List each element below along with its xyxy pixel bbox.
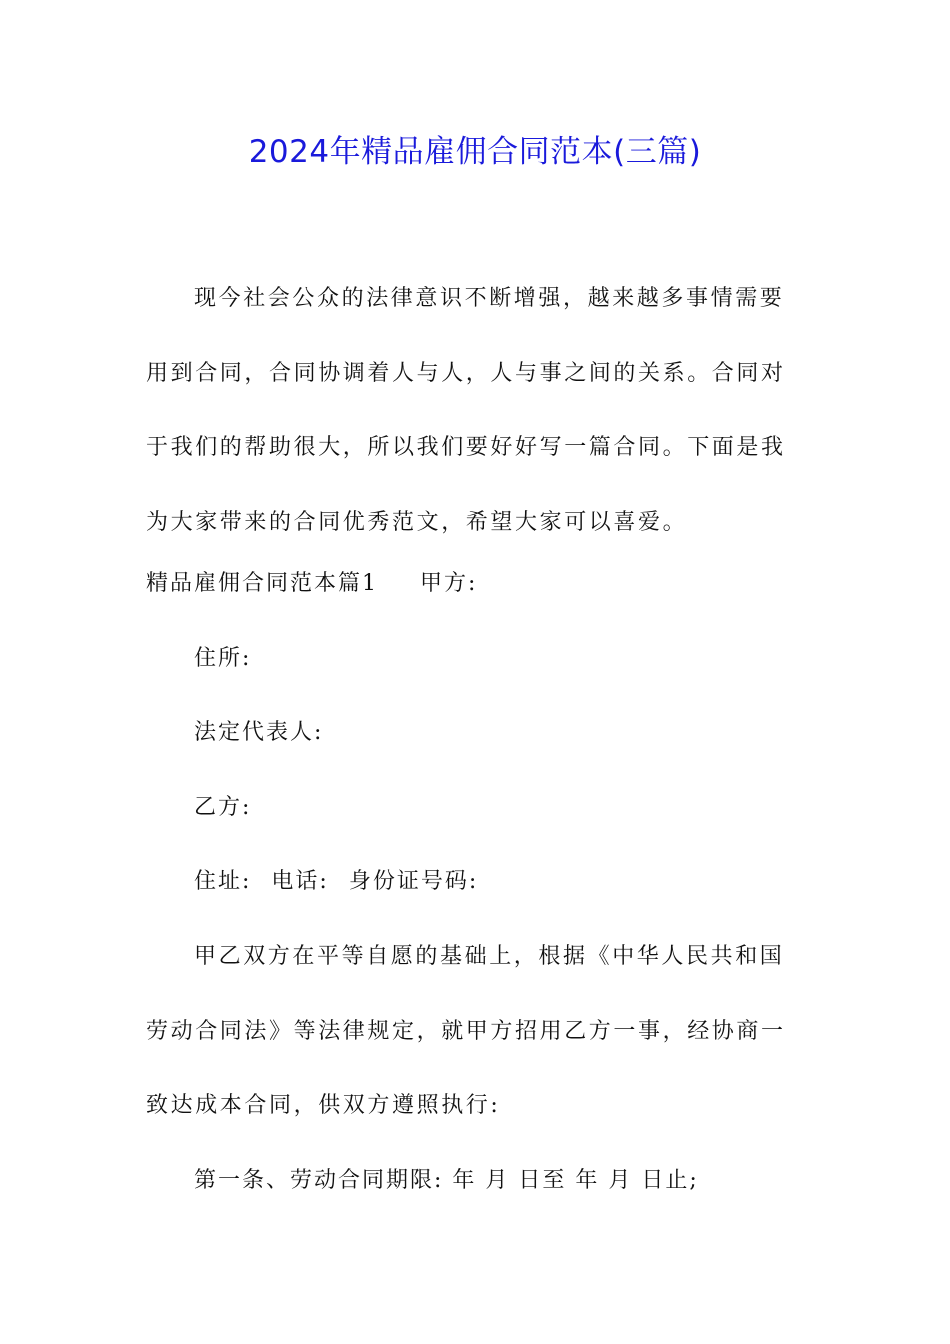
contract-preamble: 甲乙双方在平等自愿的基础上，根据《中华人民共和国劳动合同法》等法律规定，就甲方招用乙方一事，经协商一致达成本合同，供双方遵照执行: xyxy=(146,944,786,1118)
party-b-label: 乙方: xyxy=(194,795,252,820)
intro-paragraph: 现今社会公众的法律意识不断增强，越来越多事情需要用到合同，合同协调着人与人，人与事之间的关系。合同对于我们的帮助很大，所以我们要好好写一篇合同。下面是我为大家带来的合同优秀范文，希望大家可以喜爱。 xyxy=(146,286,786,535)
article-1-term: 第一条、劳动合同期限: 年 月 日至 年 月 日止; xyxy=(194,1168,699,1193)
section-heading: 精品雇佣合同范本篇1 xyxy=(146,571,378,596)
party-a-address: 住所: xyxy=(194,646,252,671)
section-heading-row xyxy=(146,560,477,608)
party-a-label: 甲方: xyxy=(420,571,478,596)
party-b-id-number: 身份证号码: xyxy=(348,869,479,894)
party-b-phone: 电话: xyxy=(271,869,329,894)
party-b-address: 住址: xyxy=(194,869,252,894)
legal-representative: 法定代表人: xyxy=(194,720,324,745)
party-b-contact-row xyxy=(194,858,478,906)
document-title: 2024年精品雇佣合同范本(三篇) xyxy=(248,134,702,170)
